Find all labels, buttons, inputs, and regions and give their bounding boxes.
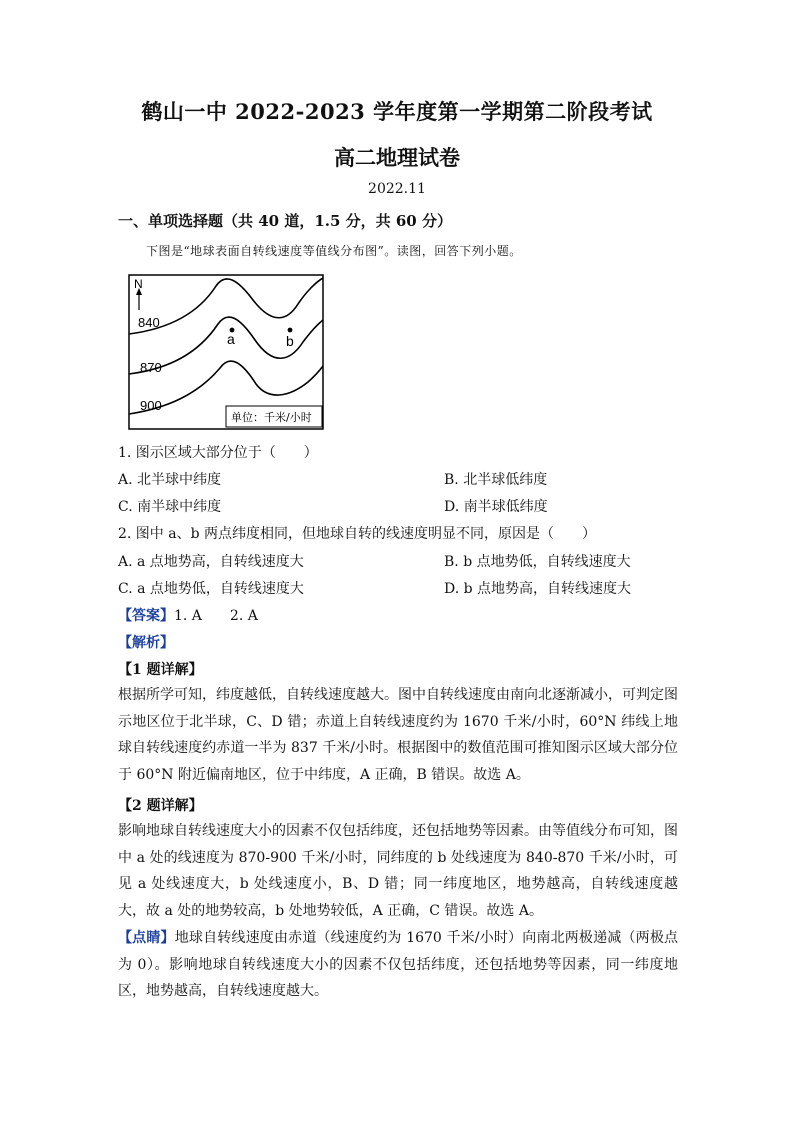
analysis-tag — [118, 632, 174, 652]
contour-map — [128, 274, 324, 430]
exam-subtitle: 高二地理试卷 — [334, 145, 460, 170]
question-1-option-b: B. 北半球低纬度 — [444, 472, 548, 488]
answer-tag: 【答案】 — [118, 608, 174, 624]
exam-date: 2022.11 — [368, 181, 426, 197]
figure-intro: 下图是“地球表面自转线速度等值线分布图”。读图，回答下列小题。 — [146, 244, 522, 258]
key-point-text: 地球自转线速度由赤道（线速度约为 1670 千米/小时）向南北两极递减（两极点为 0）。影响地球自转线速度大小的因素不仅包括纬度，还包括地势等因素，同一纬度地区，地势越高，自转线速度越大。 — [118, 930, 679, 999]
question-2-option-c: C. a 点地势低，自转线速度大 — [118, 581, 304, 597]
question-2-option-a: A. a 点地势高，自转线速度大 — [118, 554, 304, 570]
unit-label: 单位：千米/小时 — [231, 411, 312, 424]
question-1-option-c: C. 南半球中纬度 — [118, 499, 222, 515]
contour-label-870: 870 — [140, 360, 162, 375]
point-a-label: a — [227, 331, 235, 347]
key-point-paragraph — [118, 925, 678, 1005]
answer-text: 1. A 2. A — [174, 608, 258, 624]
q2-detail-text: 影响地球自转线速度大小的因素不仅包括纬度，还包括地势等因素。由等值线分布可知，图中 a 处的线速度为 870-900 千米/小时，同纬度的 b 处线速度为 840-870 千米/小时，可见 a 处线速度大，b 处线速度小，B、D 错；同一纬度地区，地势越高，自转线速度越大，故 a 处的地势较高，b 处地势较低，A 正确，C 错误。故选 A。 — [118, 823, 678, 919]
exam-title: 鹤山一中 2022-2023 学年度第一学期第二阶段考试 — [141, 99, 653, 124]
key-point-tag: 【点睛】 — [118, 930, 175, 946]
contour-map-figure — [128, 274, 324, 430]
question-2-stem: 2. 图中 a、b 两点纬度相同，但地球自转的线速度明显不同，原因是（ ） — [118, 526, 597, 542]
contour-label-900: 900 — [140, 398, 162, 413]
contour-label-840: 840 — [138, 315, 160, 330]
question-1-option-d: D. 南半球低纬度 — [444, 499, 548, 515]
q1-detail-text: 根据所学可知，纬度越低，自转线速度越大。图中自转线速度由南向北逐渐减小，可判定图示地区位于北半球，C、D 错；赤道上自转线速度约为 1670 千米/小时，60°N 纬线上地球自转线速度约赤道一半为 837 千米/小时。根据图中的数值范围可推知图示区域大部分位于 60°N 附近偏南地区，位于中纬度，A 正确，B 错误。故选 A。 — [118, 687, 678, 783]
north-label: N — [134, 277, 143, 291]
question-2-option-d: D. b 点地势高，自转线速度大 — [444, 581, 632, 597]
answer-line — [118, 605, 258, 625]
question-2-option-b: B. b 点地势低，自转线速度大 — [444, 554, 631, 570]
analysis-tag-text: 【解析】 — [118, 635, 174, 651]
section-heading: 一、单项选择题（共 40 道，1.5 分，共 60 分） — [118, 212, 452, 230]
q1-detail-tag: 【1 题详解】 — [118, 662, 203, 678]
q2-detail-tag: 【2 题详解】 — [118, 798, 203, 814]
point-b-label: b — [286, 333, 294, 349]
question-1-option-a: A. 北半球中纬度 — [118, 472, 222, 488]
point-b-marker — [288, 328, 293, 333]
question-1-stem: 1. 图示区域大部分位于（ ） — [118, 445, 318, 461]
